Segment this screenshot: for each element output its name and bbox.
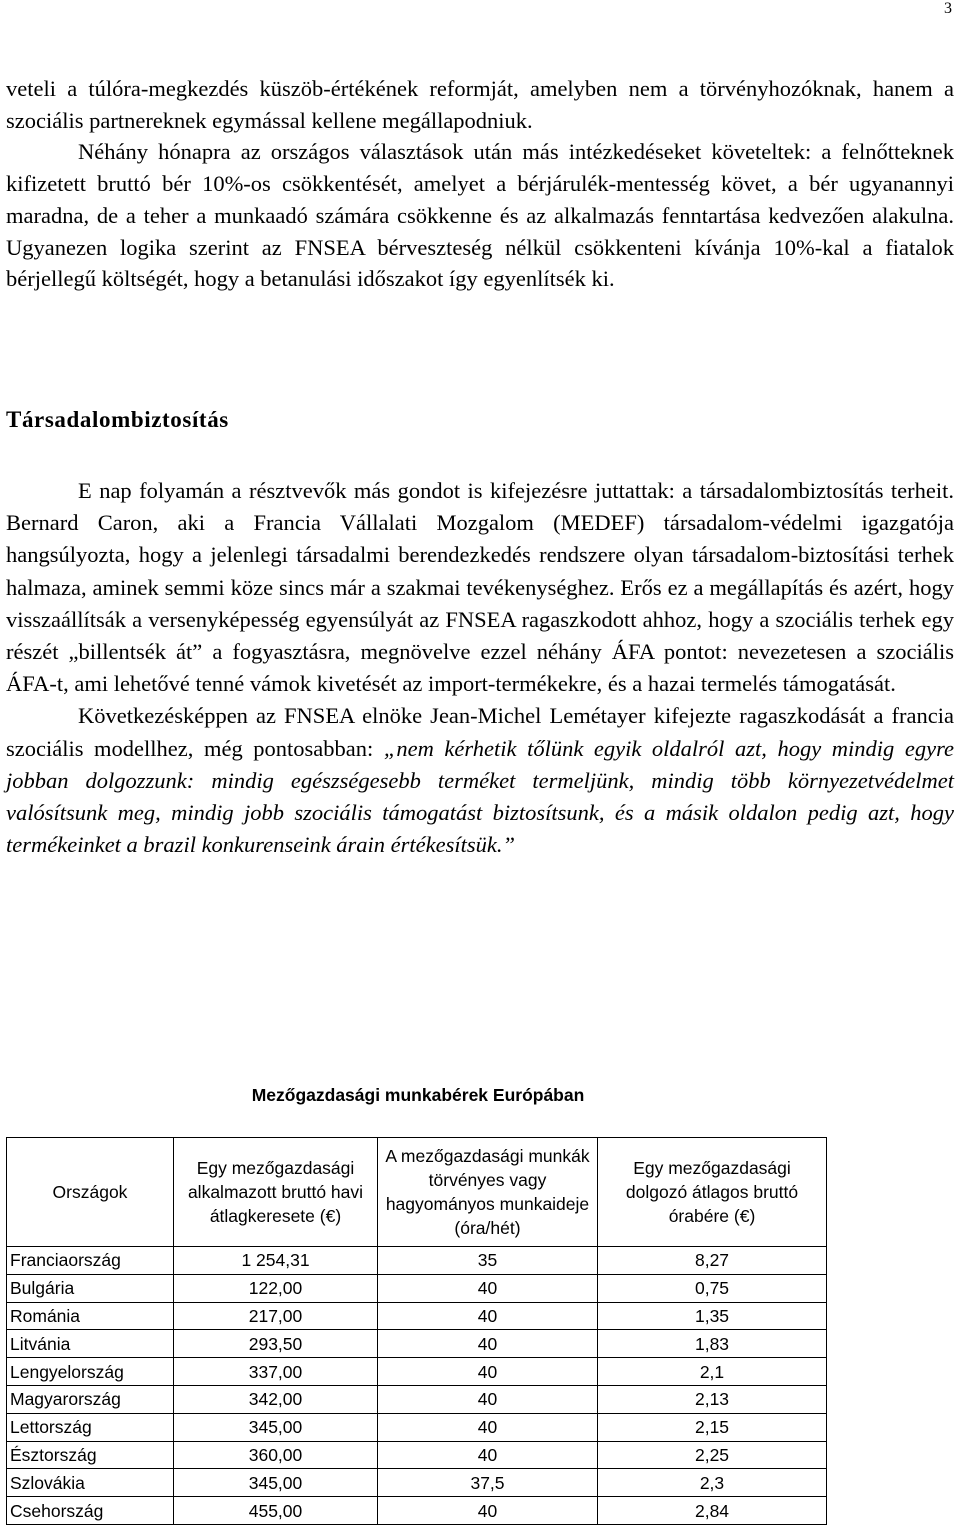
working-hours-cell: 40: [378, 1413, 598, 1441]
monthly-gross-cell: 337,00: [174, 1358, 378, 1386]
monthly-gross-cell: 1 254,31: [174, 1247, 378, 1275]
country-cell: Csehország: [7, 1497, 174, 1525]
hourly-wage-cell: 2,13: [598, 1385, 827, 1413]
country-cell: Franciaország: [7, 1247, 174, 1275]
table-row: [7, 1497, 827, 1525]
table-row: [7, 1385, 827, 1413]
country-cell: Észtország: [7, 1441, 174, 1469]
body-text-upper: [6, 73, 954, 295]
header-working-hours: A mezőgazdasági munkák törvényes vagy hagyományos munkaideje (óra/hét): [378, 1138, 598, 1247]
table-row: [7, 1358, 827, 1386]
page-number: 3: [944, 0, 952, 17]
header-countries: Országok: [7, 1138, 174, 1247]
table-row: [7, 1441, 827, 1469]
monthly-gross-cell: 122,00: [174, 1274, 378, 1302]
table-row: [7, 1247, 827, 1275]
hourly-wage-cell: 8,27: [598, 1247, 827, 1275]
header-monthly-gross: Egy mezőgazdasági alkalmazott bruttó havi átlagkeresete (€): [174, 1138, 378, 1247]
table-row: [7, 1274, 827, 1302]
paragraph-3: E nap folyamán a résztvevők más gondot is kifejezésre juttattak: a társadalombiztosítás terheit. Bernard Caron, aki a Francia Vállalati Mozgalom (MEDEF) társadalom-védelmi igazgatója hangsúlyozta, hogy a jelenlegi társadalmi berendezkedés rendszere olyan társadalom-biztosítási terhek halmaza, aminek semmi köze sincs már a szakmai tevékenységhez. Erős ez a megállapítás és azért, hogy visszaállítsák a versenyképesség egyensúlyát az FNSEA ragaszkodott ahhoz, hogy a szociális terhek egy részét „billentsék át” a fogyasztásra, megnövelve ezzel néhány ÁFA pontot: nevezetesen a szociális ÁFA-t, ami lehetővé tenné vámok kivetését az import-termékekre, és a hazai termelés támogatását.: [6, 478, 954, 697]
working-hours-cell: 35: [378, 1247, 598, 1275]
body-text-lower: [6, 475, 954, 861]
section-heading: Társadalombiztosítás: [6, 407, 229, 432]
paragraph-1: veteli a túlóra-megkezdés küszöb-értékének reformját, amelyben nem a törvényhozóknak, hanem a szociális partnereknek egymással kellene megállapodniuk.: [6, 76, 954, 133]
table-row: [7, 1330, 827, 1358]
working-hours-cell: 40: [378, 1441, 598, 1469]
hourly-wage-cell: 2,15: [598, 1413, 827, 1441]
hourly-wage-cell: 2,3: [598, 1469, 827, 1497]
monthly-gross-cell: 345,00: [174, 1413, 378, 1441]
working-hours-cell: 40: [378, 1497, 598, 1525]
country-cell: Magyarország: [7, 1385, 174, 1413]
country-cell: Bulgária: [7, 1274, 174, 1302]
country-cell: Litvánia: [7, 1330, 174, 1358]
table-title: Mezőgazdasági munkabérek Európában: [251, 1085, 585, 1105]
hourly-wage-cell: 2,25: [598, 1441, 827, 1469]
hourly-wage-cell: 1,35: [598, 1302, 827, 1330]
monthly-gross-cell: 360,00: [174, 1441, 378, 1469]
monthly-gross-cell: 217,00: [174, 1302, 378, 1330]
country-cell: Szlovákia: [7, 1469, 174, 1497]
table-row: [7, 1413, 827, 1441]
working-hours-cell: 40: [378, 1302, 598, 1330]
country-cell: Lengyelország: [7, 1358, 174, 1386]
working-hours-cell: 40: [378, 1330, 598, 1358]
table-header-row: [7, 1138, 827, 1247]
country-cell: Lettország: [7, 1413, 174, 1441]
monthly-gross-cell: 342,00: [174, 1385, 378, 1413]
table-row: [7, 1302, 827, 1330]
paragraph-4-quote: „nem kérhetik tőlünk egyik oldalról azt, hogy mindig egyre jobban dolgozzunk: mindig egészségesebb terméket termeljünk, mindig több környezetvédelmet valósítsunk meg, mindig jobb szociális támogatást biztosítsunk, és a másik oldalon pedig azt, hogy termékeinket a brazil konkurenseink árain értékesítsük.”: [6, 735, 954, 858]
hourly-wage-cell: 2,1: [598, 1358, 827, 1386]
hourly-wage-cell: 2,84: [598, 1497, 827, 1525]
working-hours-cell: 37,5: [378, 1469, 598, 1497]
paragraph-2: Néhány hónapra az országos választások után más intézkedéseket követeltek: a felnőtteknek kifizetett bruttó bér 10%-os csökkentését, amelyet a bérjárulék-mentesség követ, a bér ugyanannyi maradna, de a teher a munkaadó számára csökkenne és az alkalmazás fenntartása kedvezően alakulna. Ugyanezen logika szerint az FNSEA bérveszteség nélkül csökkenteni kívánja 10%-kal a fiatalok bérjellegű költségét, hogy a betanulási időszakot így egyenlítsék ki.: [6, 139, 954, 292]
monthly-gross-cell: 293,50: [174, 1330, 378, 1358]
header-hourly-wage: Egy mezőgazdasági dolgozó átlagos bruttó órabére (€): [598, 1138, 827, 1247]
working-hours-cell: 40: [378, 1274, 598, 1302]
table-row: [7, 1469, 827, 1497]
hourly-wage-cell: 0,75: [598, 1274, 827, 1302]
country-cell: Románia: [7, 1302, 174, 1330]
paragraph-4-text: Következésképpen az FNSEA elnöke Jean-Michel Lemétayer kifejezte ragaszkodását a francia szociális modellhez, még pontosabban:: [6, 703, 954, 761]
monthly-gross-cell: 455,00: [174, 1497, 378, 1525]
wages-table: [6, 1137, 827, 1525]
working-hours-cell: 40: [378, 1358, 598, 1386]
hourly-wage-cell: 1,83: [598, 1330, 827, 1358]
monthly-gross-cell: 345,00: [174, 1469, 378, 1497]
paragraph-4: [6, 700, 954, 861]
working-hours-cell: 40: [378, 1385, 598, 1413]
